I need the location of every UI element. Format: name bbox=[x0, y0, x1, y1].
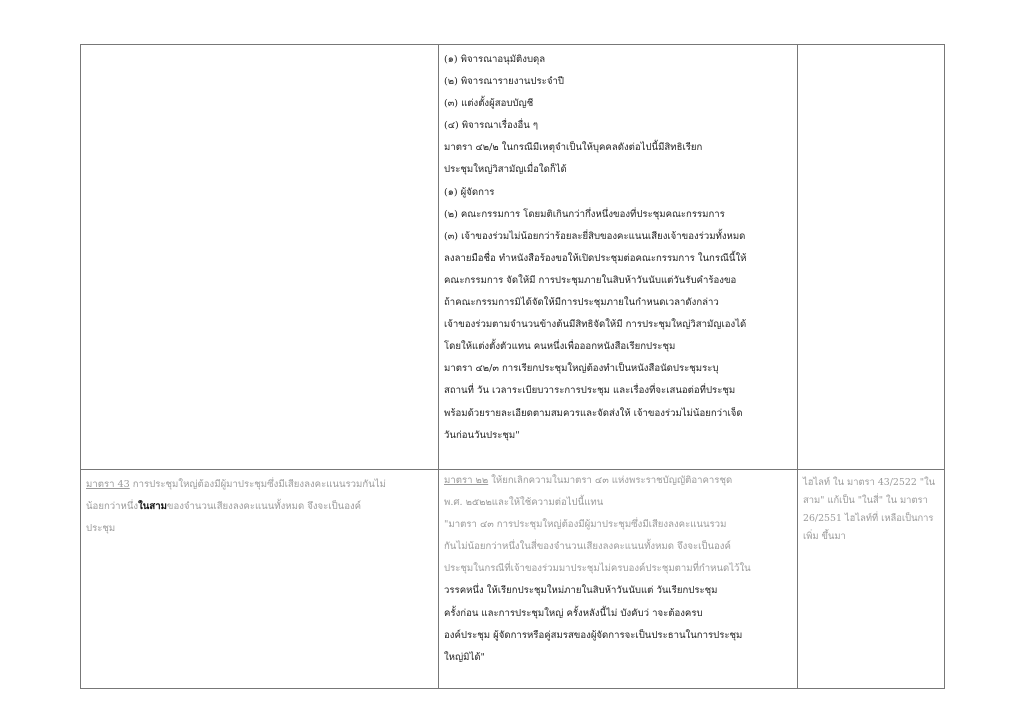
text-line: โดยให้แต่งตั้งตัวแทน คนหนึ่งเพื่อออกหนังสือเรียกประชุม bbox=[444, 341, 676, 353]
text-line bbox=[86, 474, 433, 496]
text-line: คณะกรรมการ จัดให้มี การประชุมภายในสิบห้าวันนับแต่วันรับคำร้องขอ bbox=[444, 274, 737, 286]
text-line bbox=[86, 496, 433, 518]
text-line bbox=[444, 470, 792, 492]
text-line: เจ้าของร่วมตามจำนวนข้างต้นมีสิทธิจัดให้มี การประชุมใหญ่วิสามัญเองได้ bbox=[444, 319, 747, 331]
note-cell bbox=[798, 45, 945, 470]
text-line: (๔) พิจารณาเรื่องอื่น ๆ bbox=[444, 120, 538, 132]
new-law-cell bbox=[439, 45, 798, 470]
text-line: พ.ศ. ๒๕๒๒และให้ใช้ความต่อไปนี้แทน bbox=[444, 497, 604, 509]
text-line: ถ้าคณะกรรมการมิได้จัดให้มีการประชุมภายในกำหนดเวลาดังกล่าว bbox=[444, 297, 719, 309]
old-law-cell bbox=[81, 470, 439, 689]
text-line: วรรคหนึ่ง ให้เรียกประชุมใหม่ภายในสิบห้าวันนับแต่ วันเรียกประชุม bbox=[444, 585, 718, 597]
text-line: (๒) คณะกรรมการ โดยมติเกินกว่ากึ่งหนึ่งของที่ประชุมคณะกรรมการ bbox=[444, 208, 725, 220]
text-line: มาตรา ๔๒/๓ การเรียกประชุมใหญ่ต้องทำเป็นหนังสือนัดประชุมระบุ bbox=[444, 363, 719, 375]
section-reference: มาตรา 43 bbox=[86, 479, 130, 490]
text-line: (๓) แต่งตั้งผู้สอบบัญชี bbox=[444, 98, 534, 110]
text-span: การประชุมใหญ่ต้องมีผู้มาประชุมซึ่งมีเสียงลงคะแนนรวมกันไม่ bbox=[129, 479, 386, 490]
table-row bbox=[81, 45, 945, 470]
text-line: สถานที่ วัน เวลาระเบียบวาระการประชุม และเรื่องที่จะเสนอต่อที่ประชุม bbox=[444, 385, 736, 397]
text-line: (๑) พิจารณาอนุมัติงบดุล bbox=[444, 54, 546, 65]
text-line: วันก่อนวันประชุม" bbox=[444, 429, 520, 441]
text-line: ลงลายมือชื่อ ทำหนังสือร้องขอให้เปิดประชุมต่อคณะกรรมการ ในกรณีนี้ให้ bbox=[444, 252, 747, 264]
text-line: ครั้งก่อน และการประชุมใหญ่ ครั้งหลังนี้ไม่ บังคับว่ าจะต้องครบ bbox=[444, 607, 703, 619]
text-line: ประชุมใหญ่วิสามัญเมื่อใดก็ได้ bbox=[444, 164, 567, 176]
note-text: ไฮไลท์ ใน มาตรา 43/2522 "ในสาม" แก้เป็น "ในสี่" ใน มาตรา 26/2551 ไฮไลท์ที่ เหลือเป็นการเพิ่ม ขึ้นมา bbox=[803, 477, 936, 542]
old-law-cell bbox=[81, 45, 439, 470]
new-law-cell bbox=[439, 470, 798, 689]
text-span: น้อยกว่าหนึ่ง bbox=[86, 501, 139, 513]
text-line: (๑) ผู้จัดการ bbox=[444, 186, 495, 198]
text-line: ประชุม bbox=[86, 523, 116, 535]
text-span: ของจำนวนเสียงลงคะแนนทั้งหมด จึงจะเป็นองค์ bbox=[166, 501, 362, 513]
text-line: (๒) พิจารณารายงานประจำปี bbox=[444, 76, 564, 88]
text-line: ใหญ่มิได้" bbox=[444, 651, 485, 663]
text-line: "มาตรา ๔๓ การประชุมใหญ่ต้องมีผู้มาประชุมซึ่งมีเสียงลงคะแนนรวม bbox=[444, 519, 727, 531]
comparison-table bbox=[80, 44, 945, 689]
text-line: มาตรา ๔๒/๒ ในกรณีมีเหตุจำเป็นให้บุคคลดังต่อไปนี้มีสิทธิเรียก bbox=[444, 142, 703, 154]
text-line: พร้อมด้วยรายละเอียดตามสมควรและจัดส่งให้ เจ้าของร่วมไม่น้อยกว่าเจ็ด bbox=[444, 407, 743, 419]
text-line: กันไม่น้อยกว่าหนึ่งในสี่ของจำนวนเสียงลงคะแนนทั้งหมด จึงจะเป็นองค์ bbox=[444, 541, 731, 553]
text-line: ประชุมในกรณีที่เจ้าของร่วมมาประชุมไม่ครบองค์ประชุมตามที่กำหนดไว้ใน bbox=[444, 563, 751, 575]
table-row bbox=[81, 470, 945, 689]
text-line: (๓) เจ้าของร่วมไม่น้อยกว่าร้อยละยี่สิบของคะแนนเสียงเจ้าของร่วมทั้งหมด bbox=[444, 230, 746, 242]
text-line: องค์ประชุม ผู้จัดการหรือคู่สมรสของผู้จัดการจะเป็นประธานในการประชุม bbox=[444, 629, 743, 641]
note-cell bbox=[798, 470, 945, 689]
text-span: ให้ยกเลิกความในมาตรา ๔๓ แห่งพระราชบัญญัติอาคารชุด bbox=[488, 475, 733, 486]
highlighted-phrase: ในสาม bbox=[138, 501, 167, 513]
section-reference: มาตรา ๒๒ bbox=[444, 475, 489, 486]
